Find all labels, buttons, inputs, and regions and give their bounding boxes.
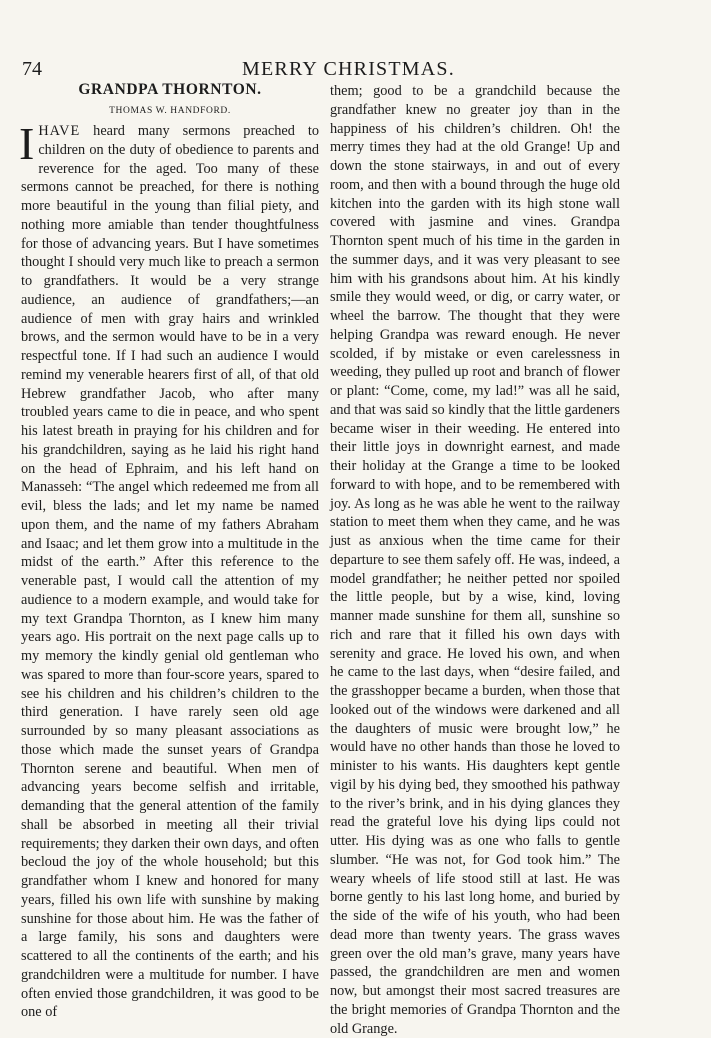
- right-column: [330, 82, 620, 1038]
- article-title: GRANDPA THORNTON.: [78, 81, 262, 98]
- article-author: THOMAS W. HANDFORD.: [109, 106, 231, 116]
- journal-title: MERRY CHRISTMAS.: [242, 58, 455, 80]
- page-number: 74: [22, 58, 42, 80]
- drop-cap: I: [19, 118, 35, 169]
- body-text-left: heard many sermons preached to children on the duty of obedience to parents and reverence for the aged. Too many of these sermons cannot be preached, for there is nothing more beautiful in the young than filial piety, and nothing more amiable than tender thoughtfulness for those of advancing years. But I have sometimes thought I should very much like to preach a sermon to grandfathers. It would be a very strange audience, an audience of grandfathers;—an audience of men with gray hairs and wrinkled brows, and the sermon would have to be in a very respectful tone. If I had such an audience I would remind my venerable hearers first of all, of that old Hebrew grandfather Jacob, who after many troubled years came to die in peace, and who spent his latest breath in praying for his children and for his grandchildren, saying as he laid his right hand on the head of Ephraim, and his left hand on Manasseh: “The angel which redeemed me from all evil, bless the lads; and let my name be named upon them, and the name of my fathers Abraham and Isaac; and let them grow into a multitude in the midst of the earth.” After this reference to the venerable past, I would call the attention of my audience to a modern example, and would take for my text Grandpa Thornton, as I knew him many years ago. His portrait on the next page calls up to my memory the kindly genial old gentleman who was spared to more than four-score years, spared to see his children and his children’s children to the third generation. I have rarely seen old age surrounded by so many pleasant associations as those which made the sunset years of Grandpa Thornton serene and beautiful. When men of advancing years become selfish and irritable, demanding that the general attention of the family shall be absorbed in meeting all their trivial requirements; they darken their own days, and often becloud the joy of the whole household; but this grandfather whom I knew and honored for many years, filled his own life with sunshine by making sunshine for those about him. He was the father of a large family, his sons and daughters were scattered to all the continents of the earth; and his grandchildren were a multitude for number. I have often envied those grandchildren, it was good to be one of: [21, 123, 319, 1021]
- article-body-right: them; good to be a grandchild because the grandfather knew no greater joy than in the happiness of his children’s children. Oh! the merry times they had at the old Grange! Up and down the stone stairways, in and out of every room, and then with a bound through the huge old kitchen into the garden with its high stone wall covered with jasmine and vines. Grandpa Thornton spent much of his time in the garden in the summer days, and it was very pleasant to see him with his grandsons about him. At his kindly smile they would weed, or dig, or carry water, or wheel the barrow. The thought that they were helping Grandpa was reward enough. He never scolded, if by mistake or even carelessness in weeding, they pulled up root and branch of flower or plant: “Come, come, my lad!” was all he said, and that was said so kindly that the little gardeners became wiser in their weeding. He entered into their little joys in downright earnest, and made their holiday at the Grange a time to be looked forward to with hope, and to be remembered with joy. As long as he was able he went to the railway station to meet them when they came, and he was just as anxious when the time came for their departure to see them safely off. He was, indeed, a model grandfather; he neither petted nor spoiled the little people, but by a wise, kind, loving manner made sunshine for them all, sunshine so rich and rare that it filled his own days with serenity and grace. He loved his own, and when he came to the last days, when “desire failed, and the grasshopper became a burden, when those that looked out of the windows were darkened and all the daughters of music were brought low,” he would have no other hands than those he loved to minister to his wants. His daughters kept gentle vigil by his dying bed, they smoothed his pathway to the river’s brink, and in his dying glances they read the grateful love his dying lips could not utter. His dying was as one who falls to gentle slumber. “He was not, for God took him.” The weary wheels of life stood still at last. He was borne gently to his last long home, and buried by the side of the wife of his youth, who had been dead more than twenty years. The grass waves green over the old man’s grave, many years have passed, the grandchildren are men and women now, but amongst their most sacred treasures are the bright memories of Grandpa Thornton and the old Grange.: [330, 83, 620, 1037]
- opening-word: HAVE: [38, 123, 81, 139]
- article-body-left: [19, 118, 319, 1022]
- left-column: [21, 82, 319, 1022]
- running-header: [22, 58, 633, 82]
